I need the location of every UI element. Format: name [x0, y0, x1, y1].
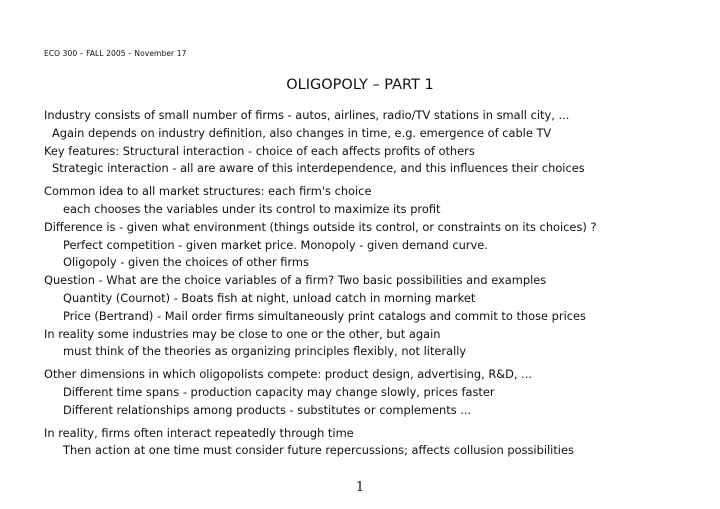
text-line: Different relationships among products - substitutes or complements ...: [63, 402, 472, 417]
paragraph: [44, 425, 704, 461]
text-line: Industry consists of small number of firms - autos, airlines, radio/TV stations in small city, ...: [44, 108, 570, 122]
text-line: Quantity (Cournot) - Boats fish at night, unload catch in morning market: [63, 290, 476, 305]
text-line: Different time spans - production capacity may change slowly, prices faster: [63, 384, 495, 399]
text-line: Common idea to all market structures: each firm's choice: [44, 184, 372, 199]
text-line: Strategic interaction - all are aware of this interdependence, and this influences their choices: [52, 161, 585, 176]
text-line: In reality, firms often interact repeatedly through time: [44, 425, 354, 440]
page-number: 1: [355, 480, 365, 495]
text-line: Price (Bertrand) - Mail order firms simultaneously print catalogs and commit to those prices: [63, 308, 586, 323]
text-line: In reality some industries may be close to one or the other, but again: [44, 326, 441, 341]
text-line: must think of the theories as organizing principles flexibly, not literally: [63, 344, 467, 359]
page-title: OLIGOPOLY – PART 1: [286, 77, 434, 93]
text-line: Question - What are the choice variables of a firm? Two basic possibilities and examples: [44, 273, 547, 288]
text-line: each chooses the variables under its control to maximize its profit: [63, 201, 441, 216]
paragraph: [44, 183, 704, 361]
paragraph: [44, 366, 704, 419]
text-line: Then action at one time must consider future repercussions; affects collusion possibilities: [63, 443, 574, 458]
text-line: Oligopoly - given the choices of other firms: [63, 255, 309, 270]
paragraph: [44, 107, 704, 178]
text-line: Perfect competition - given market price. Monopoly - given demand curve.: [63, 237, 488, 252]
text-line: Again depends on industry definition, also changes in time, e.g. emergence of cable TV: [52, 125, 552, 140]
text-line: Difference is - given what environment (things outside its control, or constraints on its choices) ?: [44, 219, 597, 234]
text-line: Other dimensions in which oligopolists compete: product design, advertising, R&D, ...: [44, 367, 533, 382]
document-header: ECO 300 – FALL 2005 – November 17: [44, 49, 187, 58]
text-line: Key features: Structural interaction - choice of each affects profits of others: [44, 143, 475, 158]
document-body: [44, 107, 704, 460]
